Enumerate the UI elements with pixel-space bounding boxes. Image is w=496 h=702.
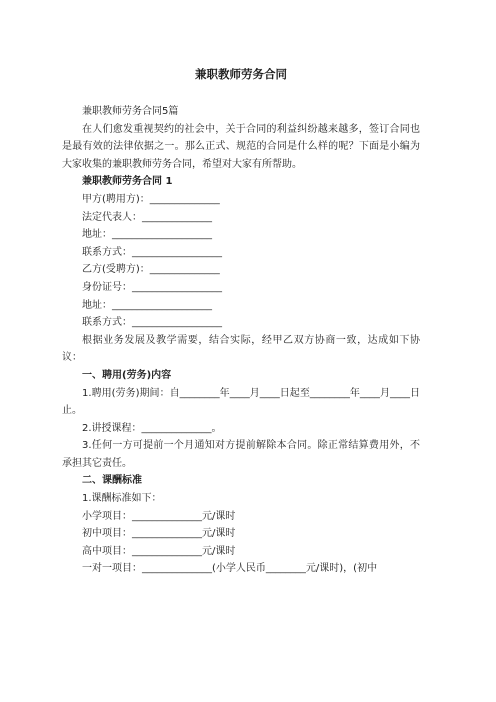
document-title: 兼职教师劳务合同 [195,67,287,81]
party-b-line: 乙方(受聘方)：______________ [82,264,220,276]
clause-2-1: 1.课酬标准如下： [82,493,162,505]
one-on-one-rate-line: 一对一项目：______________(小学人民币________元/课时)，(初中 [82,563,378,575]
party-a-line: 甲方(聘用方)：______________ [82,193,220,205]
party-a-address-line: 地址：____________________ [82,229,212,241]
party-b-contact-line: 联系方式：__________________ [82,317,222,329]
id-number-line: 身份证号：__________________ [82,281,222,293]
clause-1-1: 1.聘用(劳务)期间：自________年____月____日起至________年____月____日止。 [62,387,420,417]
clause-1-3: 3.任何一方可提前一个月通知对方提前解除本合同。除正常结算费用外，不承担其它责任。 [62,440,420,469]
contract-heading: 兼职教师劳务合同 1 [82,176,173,188]
junior-rate-line: 初中项目：______________元/课时 [82,528,236,540]
party-b-address-line: 地址：____________________ [82,299,212,311]
agreement-paragraph: 根据业务发展及教学需要，结合实际，经甲乙双方协商一致，达成如下协议： [62,334,420,364]
party-a-contact-line: 联系方式：__________________ [82,246,222,258]
senior-rate-line: 高中项目：______________元/课时 [82,545,236,557]
subtitle-line: 兼职教师劳务合同5篇 [82,106,179,117]
primary-rate-line: 小学项目：______________元/课时 [82,510,236,522]
legal-representative-line: 法定代表人：______________ [82,211,212,223]
section-heading-2: 二、课酬标准 [82,475,142,487]
intro-paragraph: 在人们愈发重视契约的社会中，关于合同的利益纠纷越来越多，签订合同也是最有效的法律依据之一。那么正式、规范的合同是什么样的呢？下面是小编为大家收集的兼职教师劳务合同，希望对大家有所帮助。 [62,123,420,170]
clause-1-2: 2.讲授课程：______________。 [82,422,222,434]
section-heading-1: 一、聘用(劳务)内容 [82,369,172,381]
